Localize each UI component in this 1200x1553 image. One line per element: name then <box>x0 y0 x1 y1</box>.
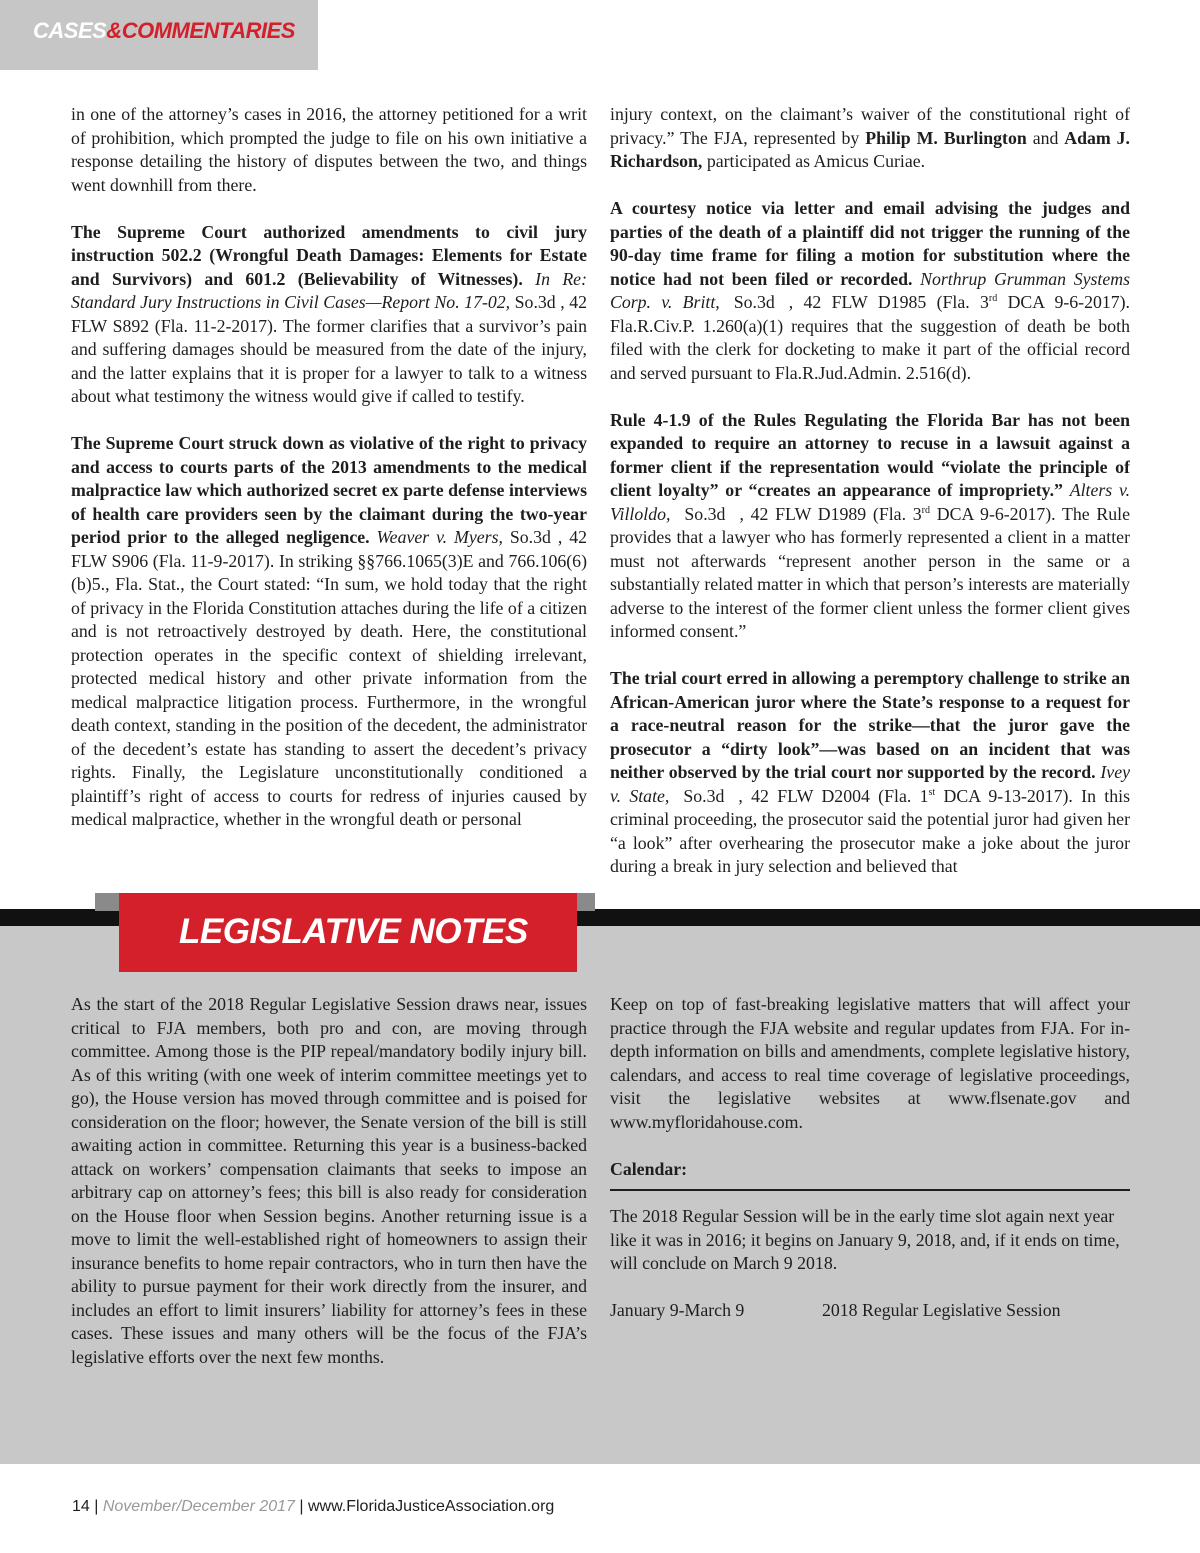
calendar-rule <box>610 1189 1130 1191</box>
legislative-paragraph: As the start of the 2018 Regular Legislative Session draws near, issues critical to FJA members, both pro and con, are moving through committee. Among those is the PIP repeal/mandatory bodily injury bill. As of this writing (with one week of interim committee meetings yet to go), the House version has moved through committee and is poised for consideration on the floor; however, the Senate version of the bill is still awaiting action in committee. Returning this year is a business-backed attack on workers’ compensation claimants that seeks to impose an arbitrary cap on attorney’s fees; this bill is also ready for consideration on the House floor when Session begins. Another returning issue is a move to limit the well-established right of homeowners to assign their insurance benefits to home repair contractors, who in turn then have the ability to pursue payment for their work directly from the insurer, and includes an effort to limit insurers’ liability for attorney’s fees in these cases. These issues and many others will be the focus of the FJA’s legislative efforts over the next few months. <box>71 994 587 1367</box>
issue-date: November/December 2017 <box>102 1498 295 1515</box>
legislative-notes-banner <box>119 893 577 972</box>
calendar-entry <box>610 1299 1130 1323</box>
case-citation: Weaver v. Myers, <box>376 527 503 547</box>
attorney-name: Philip M. Burlington <box>865 127 1027 148</box>
calendar-paragraph: The 2018 Regular Session will be in the early time slot again next year like it was in 2016; it begins on January 9, 2018, and, if it ends on time, will conclude on March 9 2018. <box>610 1206 1120 1273</box>
case-citation: Northrup Grumman Systems Corp. v. Britt, <box>610 268 1130 312</box>
website-link[interactable]: www.FloridaJusticeAssociation.org <box>307 1498 555 1515</box>
cases-right-column <box>610 103 1130 881</box>
case-paragraph: in one of the attorney’s cases in 2016, the attorney petitioned for a writ of prohibition, which prompted the judge to file on his own initiative a response detailing the history of disputes between the two, and things went downhill from there. <box>71 104 587 195</box>
case-holding: The Supreme Court authorized amendments to civil jury instruction 502.2 (Wrongful Death Damages: Elements for Estate and Survivors) and 601.2 (Believability of Witnesses). <box>71 221 587 289</box>
case-citation: Alters v. Villoldo, <box>610 480 1130 524</box>
case-paragraph: injury context, on the claimant’s waiver of the constitutional right of privacy.” The FJA, represented by Philip M. Burlington and Adam J. Richardson, participated as Amicus Curiae. <box>610 104 1130 171</box>
section-header-tab <box>0 0 318 70</box>
legislative-right-column <box>610 993 1130 1333</box>
case-citation: Ivey v. State, <box>610 762 1130 806</box>
case-paragraph: The Supreme Court struck down as violative of the right to privacy and access to courts parts of the 2013 amendments to the medical malpractice law which authorized secret ex parte defense interviews of health care providers seen by the claimant during the two-year period prior to the alleged negligence. Weaver v. Myers, So.3d , 42 FLW S906 (Fla. 11-9-2017). In striking §§766.1065(3)E and 766.106(6)(b)5., Fla. Stat., the Court stated: “In sum, we hold today that the right of privacy in the Florida Constitution attaches during the life of a citizen and is not retroactively destroyed by death. Here, the constitutional protection operates in the specific context of shielding irrelevant, protected medical history and other private information from the medical malpractice litigation process. Furthermore, in the wrongful death context, standing in the position of the decedent, the administrator of the decedent’s estate has standing to assert the decedent’s privacy rights. Finally, the Legislature unconstitutionally conditioned a plaintiff’s right of access to courts for redress of injuries caused by medical malpractice, whether in the wrongful death or personal <box>71 433 587 829</box>
legislative-left-column <box>71 993 587 1393</box>
attorney-name: Adam J. Richardson, <box>610 127 1130 171</box>
calendar-event: 2018 Regular Legislative Session <box>822 1300 1061 1320</box>
calendar-date: January 9-March 9 <box>610 1300 745 1320</box>
case-paragraph: The trial court erred in allowing a peremptory challenge to strike an African-American juror where the State’s response to a request for a race-neutral reason for the strike—that the juror gave the prosecutor a “dirty look”—was based on an incident that was neither observed by the trial court nor supported by the record. Ivey v. State, So.3d , 42 FLW D2004 (Fla. 1st DCA 9-13-2017). In this criminal proceeding, the prosecutor said the potential juror had given her “a look” after overhearing the prosecutor make a joke about the juror during a break in jury selection and believed that <box>610 668 1130 876</box>
case-holding: The Supreme Court struck down as violative of the right to privacy and access to courts parts of the 2013 amendments to the medical malpractice law which authorized secret ex parte defense interviews of health care providers seen by the claimant during the two-year period prior to the alleged negligence. <box>71 433 587 547</box>
section-label: CASES&COMMENTARIES <box>33 18 295 43</box>
calendar-heading: Calendar: <box>610 1158 688 1179</box>
page-footer: 14 | November/December 2017 | www.FloridaJusticeAssociation.org <box>72 1498 555 1515</box>
case-holding: The trial court erred in allowing a peremptory challenge to strike an African-American juror where the State’s response to a request for a race-neutral reason for the strike—that the juror gave the prosecutor a “dirty look”—was based on an incident that was neither observed by the trial court nor supported by the record. <box>610 668 1130 782</box>
case-holding: A courtesy notice via letter and email advising the judges and parties of the death of a plaintiff did not trigger the running of the 90-day time frame for filing a motion for substitution where the notice had not been filed or recorded. <box>610 198 1130 289</box>
case-paragraph: A courtesy notice via letter and email advising the judges and parties of the death of a plaintiff did not trigger the running of the 90-day time frame for filing a motion for substitution where the notice had not been filed or recorded. Northrup Grumman Systems Corp. v. Britt, So.3d , 42 FLW D1985 (Fla. 3rd DCA 9-6-2017). Fla.R.Civ.P. 1.260(a)(1) requires that the suggestion of death be both filed with the clerk for docketing to make it part of the official record and served pursuant to Fla.R.Jud.Admin. 2.516(d). <box>610 198 1130 383</box>
legislative-paragraph: Keep on top of fast-breaking legislative matters that will affect your practice through the FJA website and regular updates from FJA. For in-depth information on bills and amendments, complete legislative history, calendars, and access to real time coverage of legislative proceedings, visit the legislative websites at www.flsenate.gov and www.myfloridahouse.com. <box>610 994 1130 1132</box>
case-citation: In Re: Standard Jury Instructions in Civil Cases—Report No. 17-02, <box>71 268 587 312</box>
case-holding: Rule 4-1.9 of the Rules Regulating the Florida Bar has not been expanded to require an attorney to recuse in a lawsuit against a former client if the representation would “violate the principle of client loyalty” or “creates an appearance of impropriety.” <box>610 409 1130 500</box>
case-paragraph: The Supreme Court authorized amendments to civil jury instruction 502.2 (Wrongful Death Damages: Elements for Estate and Survivors) and 601.2 (Believability of Witnesses). In Re: Standard Jury Instructions in Civil Cases—Report No. 17-02, So.3d , 42 FLW S892 (Fla. 11-2-2017). The former clarifies that a survivor’s pain and suffering damages should be measured from the date of the injury, and the latter explains that it is proper for a lawyer to talk to a witness about what testimony the witness would give if called to testify. <box>71 221 587 406</box>
case-paragraph: Rule 4-1.9 of the Rules Regulating the Florida Bar has not been expanded to require an attorney to recuse in a lawsuit against a former client if the representation would “violate the principle of client loyalty” or “creates an appearance of impropriety.” Alters v. Villoldo, So.3d , 42 FLW D1989 (Fla. 3rd DCA 9-6-2017). The Rule provides that a lawyer who has formerly represented a client in a matter must not afterwards “represent another person in the same or a substantially related matter in which that person’s interests are materially adverse to the interest of the former client unless the former client gives informed consent.” <box>610 409 1130 641</box>
page-number: 14 <box>72 1498 90 1515</box>
banner-title: LEGISLATIVE NOTES <box>179 912 528 951</box>
cases-left-column <box>71 103 587 881</box>
